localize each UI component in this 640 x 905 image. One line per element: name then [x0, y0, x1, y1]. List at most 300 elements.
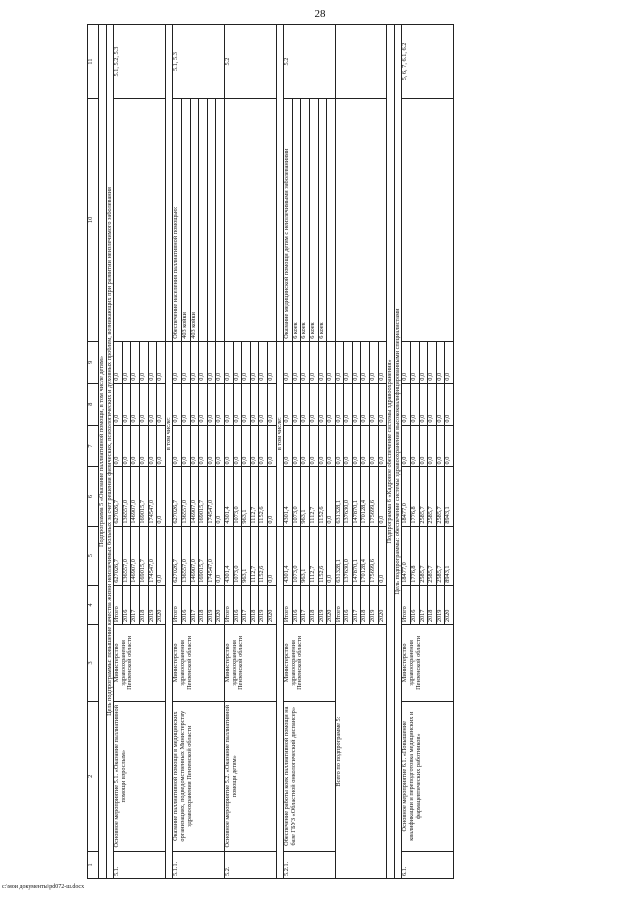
total-amount-value: 4301,4: [225, 527, 233, 585]
local-budget: [114, 383, 166, 425]
other-sources-value: 0,0: [444, 372, 452, 381]
measure-name: Основное мероприятие 5.2. «Оказание паллиативной помощи детям»: [224, 701, 276, 851]
federal-budget-value: 0,0: [233, 426, 242, 467]
other-sources-value: 0,0: [266, 372, 274, 381]
indicator: [284, 99, 336, 342]
page-number: 28: [314, 8, 326, 20]
federal-budget-value: 0,0: [250, 426, 259, 467]
other-sources: [224, 341, 276, 383]
total-label: Всего по подпрограмме 5:: [335, 625, 387, 879]
table-row: [284, 25, 336, 879]
total-amount-value: 631328,1: [336, 527, 344, 585]
other-sources-value: 0,0: [114, 342, 122, 383]
other-sources-value: 0,0: [199, 342, 208, 383]
regional-budget-value: 174547,0: [207, 467, 216, 525]
total-amount-value: 0,0: [377, 574, 385, 583]
other-sources: [335, 341, 387, 383]
indicator-value: [199, 99, 208, 341]
regional-budget-value: 169015,7: [199, 467, 208, 525]
other-sources-value: 0,0: [140, 342, 149, 383]
executor: Министерство здравоохранения Пензенской области: [173, 625, 225, 701]
total-amount-value: 137630,0: [344, 527, 353, 585]
local-budget-value: 0,0: [114, 384, 122, 425]
year-value: 2017: [190, 586, 199, 624]
regional-budget-value: 136557,0: [181, 467, 190, 525]
regional-budget-value: 1073,0: [292, 467, 301, 525]
federal-budget-value: 0,0: [225, 426, 233, 467]
local-budget-value: 0,0: [428, 384, 437, 425]
federal-budget-value: 0,0: [266, 456, 274, 465]
year-value: 2016: [292, 586, 301, 624]
local-budget-value: 0,0: [361, 384, 370, 425]
total-amount-value: 0,0: [156, 574, 164, 583]
regional-budget-value: 963,1: [301, 467, 310, 525]
year-value: 2019: [370, 586, 379, 624]
regional-budget-value: 174547,0: [148, 467, 157, 525]
federal-budget-value: 0,0: [148, 426, 157, 467]
program-table: [87, 24, 454, 879]
regional-budget-value: 1152,6: [318, 467, 327, 525]
local-budget-value: 0,0: [309, 384, 318, 425]
other-sources-value: 0,0: [336, 342, 344, 383]
local-budget-value: 0,0: [233, 384, 242, 425]
total-amount-value: 174547,0: [207, 527, 216, 585]
total-amount-value: 1152,6: [318, 527, 327, 585]
year-value: Итого: [173, 586, 181, 624]
regional-budget-value: 147870,1: [352, 467, 361, 525]
year-value: 2016: [411, 586, 420, 624]
total-amount-value: 136557,0: [122, 527, 131, 585]
federal-budget-value: 0,0: [122, 426, 131, 467]
executor: Министерство здравоохранения Пензенской области: [224, 625, 276, 701]
other-sources-value: 0,0: [428, 342, 437, 383]
total-amount-value: 2585,7: [428, 527, 437, 585]
executor: Министерство здравоохранения Пензенской области: [402, 625, 454, 701]
local-budget-value: 0,0: [250, 384, 259, 425]
other-sources-value: 0,0: [225, 342, 233, 383]
regional-budget-value: 963,1: [242, 467, 251, 525]
other-sources-value: 0,0: [352, 342, 361, 383]
regional-budget-value: 1112,7: [250, 467, 259, 525]
year-value: 2019: [318, 586, 327, 624]
year-value: 2019: [436, 586, 445, 624]
regional-budget-value: 631328,1: [336, 467, 344, 525]
federal-budget: [173, 425, 225, 467]
column-number: 9: [88, 341, 99, 383]
regional-budget: [224, 467, 276, 526]
row-number: 5.2.: [224, 851, 276, 878]
regional-budget-value: 175699,6: [370, 467, 379, 525]
regional-budget-value: 0,0: [266, 515, 274, 524]
local-budget-value: 0,0: [225, 384, 233, 425]
total-amount: [402, 526, 454, 585]
measure-name: Основное мероприятие 5.1. «Оказание паллиативной помощи взрослым»: [114, 701, 166, 851]
local-budget: [402, 383, 454, 425]
total-amount-value: 1073,0: [292, 527, 301, 585]
federal-budget-value: 0,0: [444, 456, 452, 465]
total-amount-value: 146907,0: [190, 527, 199, 585]
local-budget: [284, 383, 336, 425]
federal-budget-value: 0,0: [156, 456, 164, 465]
other-sources-value: 0,0: [250, 342, 259, 383]
year-value: Итого: [336, 586, 344, 624]
other-sources-value: 0,0: [233, 342, 242, 383]
other-sources-value: 0,0: [361, 342, 370, 383]
year-value: 2017: [131, 586, 140, 624]
other-sources-value: 0,0: [259, 342, 268, 383]
year-value: 2020: [215, 609, 223, 623]
federal-budget: [402, 425, 454, 467]
total-amount-value: 170128,4: [361, 527, 370, 585]
federal-budget-value: 0,0: [292, 426, 301, 467]
year-value: 2016: [181, 586, 190, 624]
year: [114, 585, 166, 624]
regional-budget-value: 2585,7: [428, 467, 437, 525]
federal-budget-value: 0,0: [428, 426, 437, 467]
year: [335, 585, 387, 624]
local-budget-value: 0,0: [259, 384, 268, 425]
federal-budget-value: 0,0: [326, 456, 334, 465]
indicator-ref: 5, 6, 7, 6.1, 6.2: [402, 25, 454, 99]
local-budget: [173, 383, 225, 425]
other-sources-value: 0,0: [370, 342, 379, 383]
year-value: Итого: [225, 586, 233, 624]
indicator-value: [207, 99, 216, 341]
in-total-label: в том числе:: [276, 341, 284, 526]
measure-name: Основное мероприятие 6.1. «Повышение квалификации и переподготовка медицинских и фармацевтических работников»: [402, 701, 454, 851]
executor: Министерство здравоохранения Пензенской области: [114, 625, 166, 701]
table-row: [224, 25, 276, 879]
local-budget-value: 0,0: [148, 384, 157, 425]
total-amount-value: 0,0: [215, 574, 223, 583]
local-budget-value: 0,0: [181, 384, 190, 425]
regional-budget-value: 146907,0: [131, 467, 140, 525]
regional-budget-value: 136557,0: [122, 467, 131, 525]
total-amount-value: 4301,4: [284, 527, 292, 585]
federal-budget-value: 0,0: [370, 426, 379, 467]
federal-budget-value: 0,0: [140, 426, 149, 467]
regional-budget-value: 0,0: [377, 515, 385, 524]
total-amount-value: 1112,7: [309, 527, 318, 585]
indicator-ref: 5.2: [284, 25, 336, 99]
regional-budget-value: 170128,4: [361, 467, 370, 525]
regional-budget: [335, 467, 387, 526]
federal-budget-value: 0,0: [411, 426, 420, 467]
year-value: 2020: [444, 609, 452, 623]
local-budget-value: 0,0: [336, 384, 344, 425]
total-amount-value: 1776,8: [411, 527, 420, 585]
table-row: [173, 25, 225, 879]
total-amount-value: 18477,0: [402, 527, 410, 585]
total-amount-value: 147870,1: [352, 527, 361, 585]
measure-name: Обеспечение работы коек паллиативной помощи на базе ГБУЗ «Областной онкологический диспансер»: [284, 701, 336, 851]
local-budget-value: 0,0: [402, 384, 410, 425]
year-value: 2018: [309, 586, 318, 624]
federal-budget-value: 0,0: [114, 426, 122, 467]
regional-budget-value: 2585,7: [419, 467, 428, 525]
other-sources-value: 0,0: [242, 342, 251, 383]
year: [224, 585, 276, 624]
total-amount-value: 627026,7: [173, 527, 181, 585]
regional-budget-value: 4301,4: [225, 467, 233, 525]
year-value: 2018: [140, 586, 149, 624]
other-sources-value: 0,0: [284, 342, 292, 383]
column-number: 2: [88, 701, 99, 851]
row-number: 5.1.: [114, 851, 166, 878]
local-budget-value: 0,0: [326, 414, 334, 423]
federal-budget-value: 0,0: [242, 426, 251, 467]
regional-budget-value: 1152,6: [259, 467, 268, 525]
federal-budget-value: 0,0: [377, 456, 385, 465]
local-budget-value: 0,0: [266, 414, 274, 423]
other-sources-value: 0,0: [309, 342, 318, 383]
local-budget-value: 0,0: [173, 384, 181, 425]
indicator-value: 6 коек: [318, 99, 327, 341]
other-sources-value: 0,0: [419, 342, 428, 383]
year-value: 2019: [148, 586, 157, 624]
federal-budget: [284, 425, 336, 467]
other-sources-value: 0,0: [436, 342, 445, 383]
year-value: 2017: [352, 586, 361, 624]
indicator-value: [216, 99, 224, 341]
other-sources-value: 0,0: [156, 372, 164, 381]
other-sources-value: 0,0: [173, 342, 181, 383]
total-amount-value: 146907,0: [131, 527, 140, 585]
regional-budget-value: 8943,1: [444, 506, 452, 524]
federal-budget-value: 0,0: [284, 426, 292, 467]
column-number: 11: [88, 25, 99, 99]
rotated-table-wrapper: [87, 24, 599, 879]
indicator-ref: 5.1, 5.3: [173, 25, 225, 99]
year-value: 2018: [199, 586, 208, 624]
executor: Министерство здравоохранения Пензенской области: [284, 625, 336, 701]
column-number: 7: [88, 425, 99, 467]
local-budget-value: 0,0: [301, 384, 310, 425]
other-sources-value: 0,0: [377, 372, 385, 381]
local-budget-value: 0,0: [292, 384, 301, 425]
total-amount-value: 1112,7: [250, 527, 259, 585]
in-total-label: в том числе:: [165, 341, 173, 526]
total-amount-value: 8943,1: [444, 565, 452, 583]
local-budget-value: 0,0: [411, 384, 420, 425]
indicator-ref: 5.2: [224, 25, 276, 99]
year: [173, 585, 225, 624]
total-amount-value: 169015,7: [140, 527, 149, 585]
indicator: [114, 99, 166, 342]
year-value: 2019: [207, 586, 216, 624]
federal-budget: [335, 425, 387, 467]
local-budget-value: 0,0: [242, 384, 251, 425]
year-value: 2018: [250, 586, 259, 624]
federal-budget-value: 0,0: [309, 426, 318, 467]
local-budget-value: 0,0: [284, 384, 292, 425]
regional-budget-value: 1073,0: [233, 467, 242, 525]
local-budget-value: 0,0: [419, 384, 428, 425]
total-amount-value: 136557,0: [181, 527, 190, 585]
total-amount: [224, 526, 276, 585]
year-value: 2016: [233, 586, 242, 624]
subprogram-5-goal: Цель подпрограммы: повышение качества жизни неизлечимых больных за счет решения физических, психологических и духовных проблем, возникающих при развитии неизлечимого заболевания: [106, 25, 114, 879]
footer-path: c:\мои документы\pd072-ш.docx: [2, 884, 85, 890]
regional-budget-value: 4301,4: [284, 467, 292, 525]
other-sources: [284, 341, 336, 383]
regional-budget-value: 0,0: [326, 515, 334, 524]
row-number: 5.2.1.: [284, 851, 336, 878]
regional-budget: [402, 467, 454, 526]
federal-budget-value: 0,0: [352, 426, 361, 467]
federal-budget-value: 0,0: [419, 426, 428, 467]
table-row: [402, 25, 454, 879]
year-value: Итого: [402, 586, 410, 624]
regional-budget-value: 146907,0: [190, 467, 199, 525]
local-budget-value: 0,0: [344, 384, 353, 425]
subprogram-5-total-row: [335, 25, 387, 879]
total-amount: [173, 526, 225, 585]
year-value: 2018: [428, 586, 437, 624]
local-budget-value: 0,0: [131, 384, 140, 425]
federal-budget-value: 0,0: [181, 426, 190, 467]
indicator: [335, 99, 387, 342]
year: [284, 585, 336, 624]
regional-budget-value: 2585,7: [436, 467, 445, 525]
regional-budget-value: 0,0: [215, 515, 223, 524]
column-number: 8: [88, 383, 99, 425]
total-amount-value: 2585,7: [436, 527, 445, 585]
regional-budget-value: 1112,7: [309, 467, 318, 525]
total-amount-value: 963,1: [242, 527, 251, 585]
year-value: 2018: [361, 586, 370, 624]
year-value: 2016: [344, 586, 353, 624]
year-value: 2016: [122, 586, 131, 624]
other-sources-value: 0,0: [122, 342, 131, 383]
other-sources: [114, 341, 166, 383]
total-amount-value: 175699,6: [370, 527, 379, 585]
year-value: 2020: [266, 609, 274, 623]
federal-budget-value: 0,0: [361, 426, 370, 467]
federal-budget-value: 0,0: [336, 426, 344, 467]
header-row: [88, 25, 99, 879]
year: [402, 585, 454, 624]
other-sources-value: 0,0: [318, 342, 327, 383]
federal-budget-value: 0,0: [259, 426, 268, 467]
subprogram-6-goal: Цель подпрограммы: обеспечение системы здравоохранения высококвалифицированными специалистами: [394, 25, 402, 879]
total-amount-value: 0,0: [266, 574, 274, 583]
subprogram-6-title: Подпрограмма 6 «Кадровое обеспечение системы здравоохранения»: [387, 25, 395, 879]
regional-budget-value: 1776,8: [411, 467, 420, 525]
other-sources: [173, 341, 225, 383]
year-value: 2017: [301, 586, 310, 624]
year-value: Итого: [114, 586, 122, 624]
year-value: 2020: [156, 609, 164, 623]
indicator-value: 6 коек: [301, 99, 310, 341]
total-amount-value: 174547,0: [148, 527, 157, 585]
indicator-ref: [335, 25, 387, 99]
federal-budget-value: 0,0: [190, 426, 199, 467]
column-number: 4: [88, 585, 99, 624]
column-number: 3: [88, 625, 99, 701]
indicator-value: Оказание медицинской помощи детям с неизлечимыми заболеваниями: [284, 99, 292, 341]
total-amount-value: 0,0: [326, 574, 334, 583]
regional-budget-value: 137630,0: [344, 467, 353, 525]
measure-name: Оказание паллиативной помощи в медицинских организациях, подведомственных Министерству здравоохранения Пензенской области: [173, 701, 225, 851]
federal-budget: [114, 425, 166, 467]
local-budget-value: 0,0: [140, 384, 149, 425]
local-budget-value: 0,0: [215, 414, 223, 423]
other-sources-value: 0,0: [190, 342, 199, 383]
regional-budget-value: 627026,7: [173, 467, 181, 525]
other-sources-value: 0,0: [181, 342, 190, 383]
total-amount-value: 963,1: [301, 527, 310, 585]
indicator-value: 403 койки: [181, 99, 190, 341]
regional-budget: [114, 467, 166, 526]
row-number: 5.1.1.: [173, 851, 225, 878]
local-budget-value: 0,0: [444, 414, 452, 423]
total-amount-value: 1073,0: [233, 527, 242, 585]
federal-budget-value: 0,0: [402, 426, 410, 467]
indicator-value: 6 коек: [309, 99, 318, 341]
local-budget-value: 0,0: [436, 384, 445, 425]
table-row: [114, 25, 166, 879]
federal-budget: [224, 425, 276, 467]
other-sources-value: 0,0: [326, 372, 334, 381]
indicator: [173, 99, 225, 342]
federal-budget-value: 0,0: [318, 426, 327, 467]
local-budget-value: 0,0: [207, 384, 216, 425]
indicator-ref: 5.1, 5.2, 5.3: [114, 25, 166, 99]
other-sources-value: 0,0: [148, 342, 157, 383]
federal-budget-value: 0,0: [131, 426, 140, 467]
indicator: [224, 99, 276, 342]
other-sources-value: 0,0: [292, 342, 301, 383]
local-budget-value: 0,0: [370, 384, 379, 425]
other-sources-value: 0,0: [301, 342, 310, 383]
other-sources-value: 0,0: [402, 342, 410, 383]
year-value: 2020: [377, 609, 385, 623]
column-number: 5: [88, 526, 99, 585]
other-sources-value: 0,0: [207, 342, 216, 383]
indicator-value: Обеспечение населения паллиативной помощью:: [173, 99, 181, 341]
column-number: 1: [88, 851, 99, 878]
indicator-value: [327, 99, 335, 341]
total-amount: [284, 526, 336, 585]
federal-budget-value: 0,0: [173, 426, 181, 467]
other-sources-value: 0,0: [215, 372, 223, 381]
federal-budget-value: 0,0: [436, 426, 445, 467]
total-amount-value: 169015,7: [199, 527, 208, 585]
total-amount: [335, 526, 387, 585]
local-budget-value: 0,0: [318, 384, 327, 425]
other-sources-value: 0,0: [411, 342, 420, 383]
year-value: 2017: [419, 586, 428, 624]
other-sources-value: 0,0: [344, 342, 353, 383]
local-budget-value: 0,0: [190, 384, 199, 425]
total-amount-value: 1152,6: [259, 527, 268, 585]
regional-budget-value: 0,0: [156, 515, 164, 524]
total-amount-value: 2585,7: [419, 527, 428, 585]
regional-budget: [173, 467, 225, 526]
regional-budget: [284, 467, 336, 526]
year-value: 2020: [326, 609, 334, 623]
total-amount: [114, 526, 166, 585]
total-amount-value: 627026,7: [114, 527, 122, 585]
subprogram-5-title: Подпрограмма 5 «Оказание паллиативной помощи, в том числе детям»: [99, 25, 107, 879]
indicator-value: 403 койки: [190, 99, 199, 341]
federal-budget-value: 0,0: [207, 426, 216, 467]
column-number: 6: [88, 467, 99, 526]
year-value: Итого: [284, 586, 292, 624]
local-budget-value: 0,0: [122, 384, 131, 425]
local-budget: [224, 383, 276, 425]
